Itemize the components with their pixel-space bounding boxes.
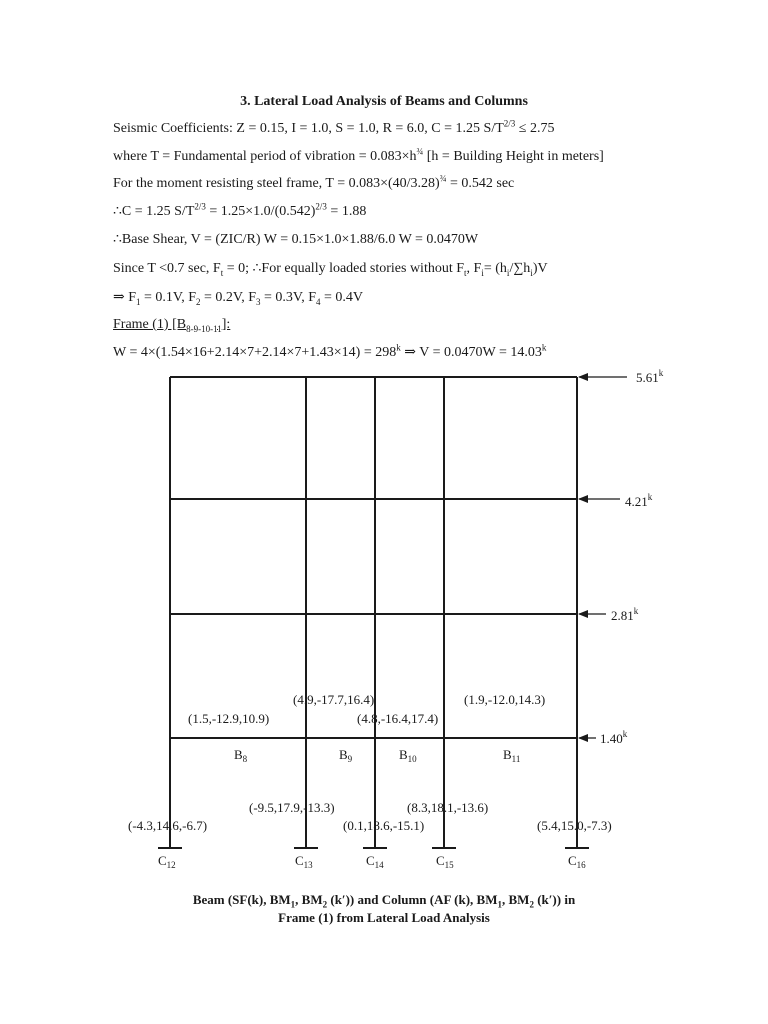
column-label-c14: $C_{14}$ — [366, 853, 384, 870]
weight-calculation-line: $W = 4\times(1.54\times 16+2.14\times 7+2.14\times 7+1.43\times 14) = 298^k$ ⇒ $V = 0.0470W = 14.03^k$ — [113, 342, 547, 360]
caption-line-2: Frame (1) from Lateral Load Analysis — [278, 910, 490, 925]
column-force-c16: (5.4,15.0,-7.3) — [537, 818, 612, 833]
beam-force-b10: (4.8,-16.4,17.4) — [357, 711, 439, 726]
column-force-c14: (0.1,18.6,-15.1) — [343, 818, 425, 833]
column-force-c13: (-9.5,17.9,-13.3) — [249, 800, 335, 815]
beam-force-b8: (1.5,-12.9,10.9) — [188, 711, 270, 726]
column-label-c15: $C_{15}$ — [436, 853, 454, 870]
frame-label-line: Frame (1) $[B_{8-9-10-11}]$: — [113, 317, 231, 334]
section-heading: 3. Lateral Load Analysis of Beams and Columns — [240, 94, 528, 109]
load-label-roof: 5.61$^k$ — [636, 368, 664, 385]
column-force-c15: (8.3,18.1,-13.6) — [407, 800, 489, 815]
period-definition-line: where T = Fundamental period of vibration = $0.083\times h^{\frac{3}{4}}$ [h = Building Height in meters] — [113, 146, 604, 164]
load-label-first: 1.40$^k$ — [600, 729, 628, 746]
load-label-third: 4.21$^k$ — [625, 492, 653, 509]
story-forces-line: ⇒ $F_1 = 0.1V$, $F_2 = 0.2V$, $F_3 = 0.3V$, $F_4 = 0.4V$ — [113, 290, 364, 307]
caption-line-1: Beam (SF(k), $BM_1$, $BM_2$ (k′)) and Column (AF (k), $BM_1$, $BM_2$ (k′)) in — [192, 892, 576, 910]
column-label-c16: $C_{16}$ — [568, 853, 586, 870]
beam-label-b11: $B_{11}$ — [503, 747, 521, 764]
column-force-c12: (-4.3,14.6,-6.7) — [128, 818, 208, 833]
column-label-c13: $C_{13}$ — [295, 853, 313, 870]
beam-force-b9: (4.9,-17.7,16.4) — [293, 692, 375, 707]
force-distribution-line: Since T <0.7 sec, $F_t = 0$; ∴For equally loaded stories without $F_t$, $F_i= (h_i/\sum h_i)V$ — [113, 261, 548, 278]
beam-label-b8: $B_8$ — [234, 747, 248, 764]
c-calculation-line: ∴C = 1.25 $S/T^{2/3} = 1.25\times 1.0/(0.542)^{2/3} = 1.88$ — [113, 201, 367, 219]
period-calculation-line: For the moment resisting steel frame, $T = 0.083\times(40/3.28)^{\frac{3}{4}} = 0.542$ sec — [113, 173, 515, 191]
beam-force-b11: (1.9,-12.0,14.3) — [464, 692, 546, 707]
seismic-coefficients-line: Seismic Coefficients: Z = 0.15, I = 1.0, S = 1.0, R = 6.0, C = 1.25 $S/T^{2/3} \le 2.75$ — [113, 118, 555, 136]
column-label-c12: $C_{12}$ — [158, 853, 176, 870]
load-label-second: 2.81$^k$ — [611, 606, 639, 623]
beam-label-b10: $B_{10}$ — [399, 747, 417, 764]
beam-label-b9: $B_9$ — [339, 747, 353, 764]
base-shear-line: ∴Base Shear, V = (ZIC/R) W = 0.15×1.0×1.88/6.0 W = 0.0470W — [113, 232, 479, 247]
figure-caption — [0, 891, 768, 927]
